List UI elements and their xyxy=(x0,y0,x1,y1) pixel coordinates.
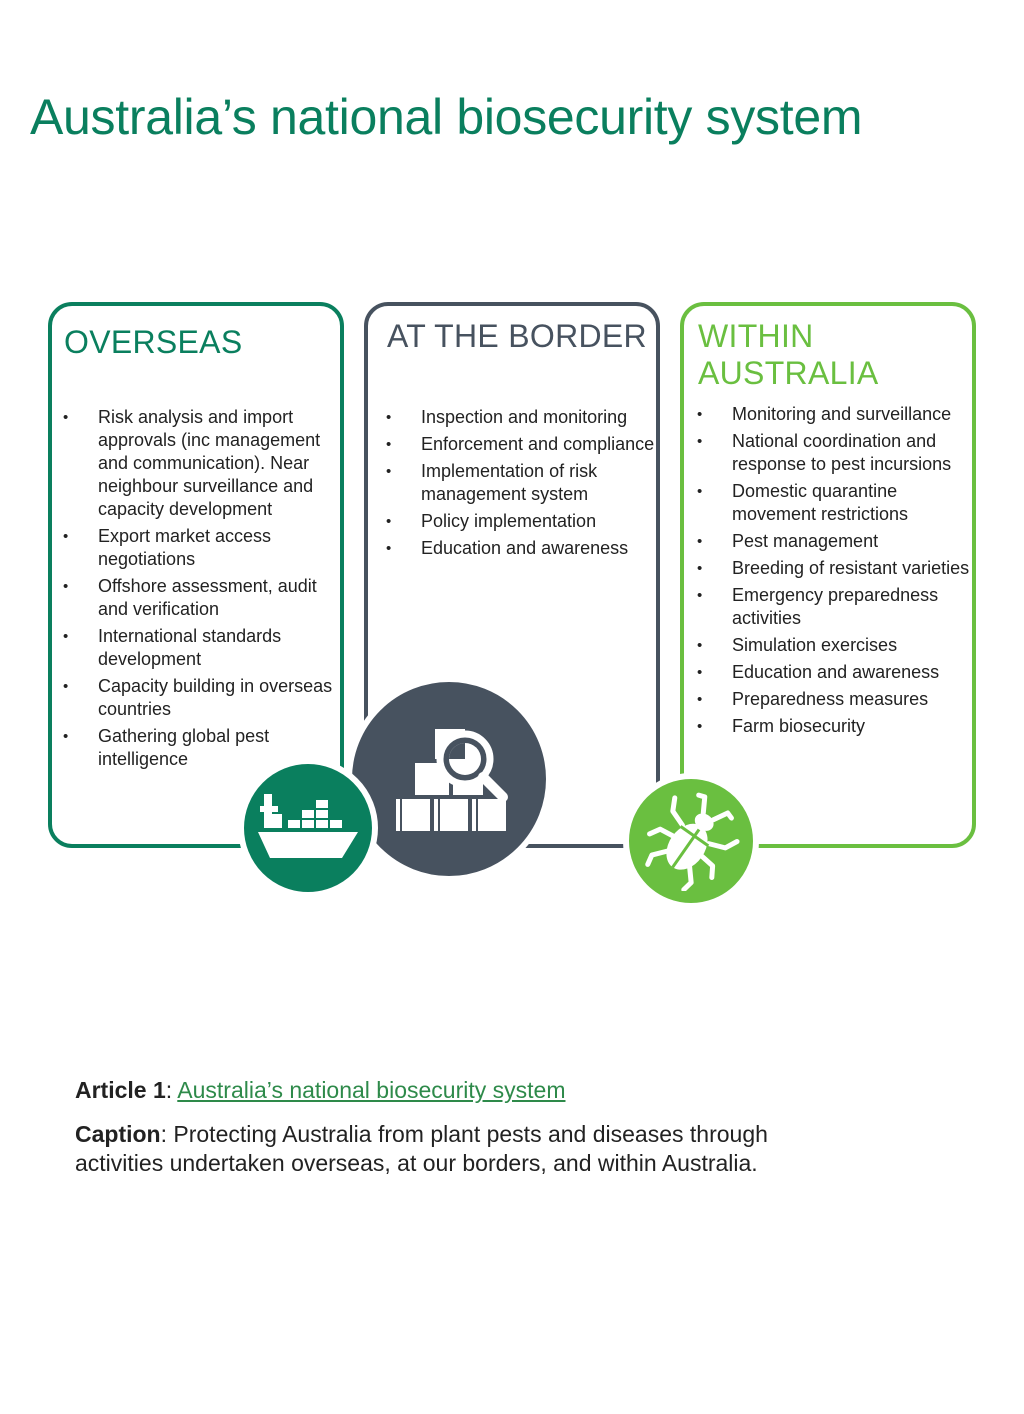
list-item: • Implementation of risk management system xyxy=(421,460,656,506)
list-item: • Preparedness measures xyxy=(732,688,972,711)
list-item: • Breeding of resistant varieties xyxy=(732,557,972,580)
list-item: • Monitoring and surveillance xyxy=(732,403,972,426)
article-link[interactable]: Australia’s national biosecurity system xyxy=(177,1077,566,1103)
boxes-magnifier-icon xyxy=(379,719,519,839)
border-list xyxy=(421,406,656,564)
list-item: • Emergency preparedness activities xyxy=(732,584,972,630)
list-item: • National coordination and response to pest incursions xyxy=(732,430,972,476)
list-item: • Enforcement and compliance xyxy=(421,433,656,456)
within-list xyxy=(732,403,972,742)
overseas-list xyxy=(98,406,338,775)
boxes-magnifier-badge xyxy=(346,676,552,882)
article-label: Article 1 xyxy=(75,1077,166,1103)
panel-title-overseas: OVERSEAS xyxy=(64,324,243,360)
list-item: • Export market access negotiations xyxy=(98,525,338,571)
article-separator: : xyxy=(165,1077,173,1103)
list-item: • Simulation exercises xyxy=(732,634,972,657)
list-item: • Pest management xyxy=(732,530,972,553)
list-item: • Policy implementation xyxy=(421,510,656,533)
cargo-ship-icon xyxy=(256,788,360,868)
list-item: • Domestic quarantine movement restrictions xyxy=(732,480,972,526)
list-item: • Risk analysis and import approvals (inc management and communication). Near neighbour surveillance and capacity development xyxy=(98,406,338,521)
caption-text: : Protecting Australia from plant pests and diseases through activities undertaken overseas, at our borders, and within Australia. xyxy=(75,1121,768,1176)
article-line xyxy=(75,1074,975,1106)
list-item: • Inspection and monitoring xyxy=(421,406,656,429)
list-item: • Offshore assessment, audit and verification xyxy=(98,575,338,621)
panel-title-border: AT THE BORDER xyxy=(387,318,647,354)
caption-label: Caption xyxy=(75,1121,161,1147)
page-title: Australia’s national biosecurity system xyxy=(30,89,863,145)
beetle-icon xyxy=(641,791,741,891)
caption-line xyxy=(75,1120,815,1178)
list-item: • Gathering global pest intelligence xyxy=(98,725,338,771)
panel-title-within: WITHIN AUSTRALIA xyxy=(698,318,879,391)
beetle-badge xyxy=(623,773,759,909)
footer xyxy=(75,1074,975,1178)
list-item: • International standards development xyxy=(98,625,338,671)
list-item: • Education and awareness xyxy=(732,661,972,684)
list-item: • Farm biosecurity xyxy=(732,715,972,738)
list-item: • Capacity building in overseas countries xyxy=(98,675,338,721)
cargo-ship-badge xyxy=(238,758,378,898)
panel-within-australia xyxy=(680,302,976,848)
list-item: • Education and awareness xyxy=(421,537,656,560)
